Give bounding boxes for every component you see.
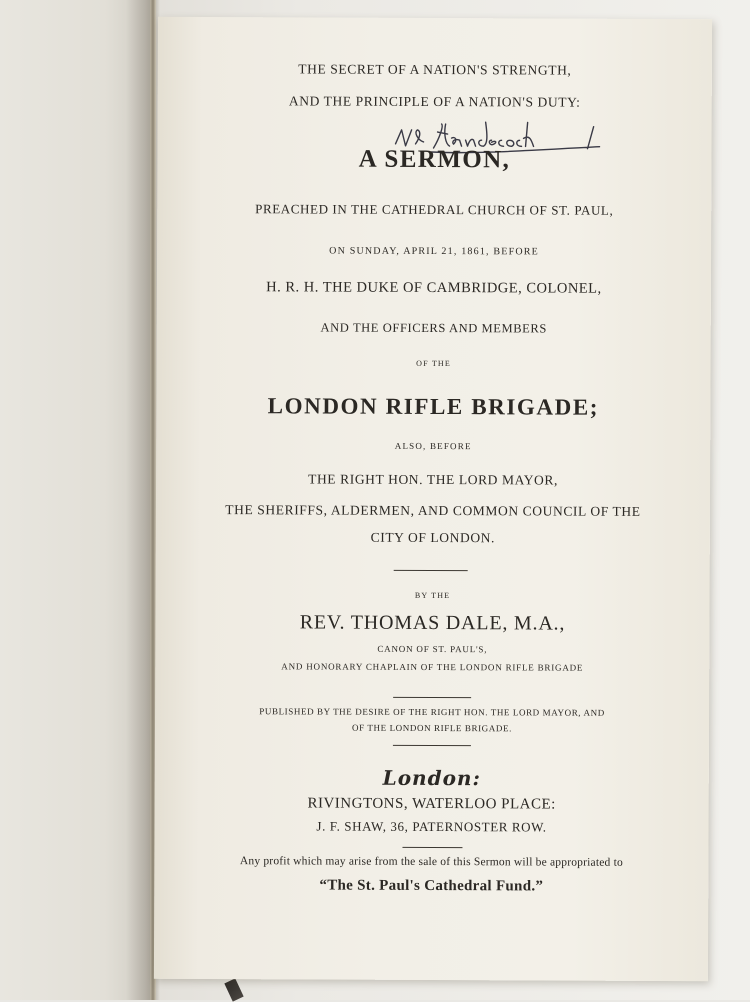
officers-line: AND THE OFFICERS AND MEMBERS xyxy=(320,320,547,336)
chaplain-line: AND HONORARY CHAPLAIN OF THE LONDON RIFLE BRIGADE xyxy=(281,661,584,673)
london-imprint: London: xyxy=(382,765,481,791)
canon-line: CANON OF ST. PAUL'S, xyxy=(377,643,488,655)
profit-note: Any profit which may arise from the sale of this Sermon will be appropriated to xyxy=(239,855,623,869)
published-line-1: PUBLISHED BY THE DESIRE OF THE RIGHT HON. THE LORD MAYOR, AND xyxy=(259,706,605,718)
sermon-heading: A SERMON, xyxy=(358,145,511,174)
published-line-2: OF THE LONDON RIFLE BRIGADE. xyxy=(352,722,512,734)
rivingtons-line: RIVINGTONS, WATERLOO PLACE: xyxy=(307,795,556,813)
divider-3 xyxy=(393,745,471,746)
by-the-line: BY THE xyxy=(414,590,451,601)
preached-line: PREACHED IN THE CATHEDRAL CHURCH OF ST. PAUL, xyxy=(255,201,614,218)
city-line: CITY OF LONDON. xyxy=(370,529,496,546)
title-page xyxy=(154,17,712,981)
shaw-line: J. F. SHAW, 36, PATERNOSTER ROW. xyxy=(316,818,547,835)
fund-name: “The St. Paul's Cathedral Fund.” xyxy=(319,877,544,895)
date-line: ON SUNDAY, APRIL 21, 1861, BEFORE xyxy=(329,245,540,258)
sheriffs-line: THE SHERIFFS, ALDERMEN, AND COMMON COUNCIL OF THE xyxy=(225,502,641,519)
also-before-line: ALSO, BEFORE xyxy=(394,440,472,452)
title-line-1: THE SECRET OF A NATION'S STRENGTH, xyxy=(298,61,572,78)
title-line-2: AND THE PRINCIPLE OF A NATION'S DUTY: xyxy=(288,93,581,110)
duke-line: H. R. H. THE DUKE OF CAMBRIDGE, COLONEL, xyxy=(266,279,602,297)
divider-1 xyxy=(394,570,468,571)
brigade-heading: LONDON RIFLE BRIGADE; xyxy=(267,393,600,420)
author-name: REV. THOMAS DALE, M.A., xyxy=(299,611,566,635)
divider-2 xyxy=(393,697,471,698)
divider-4 xyxy=(402,847,462,848)
of-the-line: OF THE xyxy=(416,358,452,369)
lord-mayor-line: THE RIGHT HON. THE LORD MAYOR, xyxy=(308,471,559,488)
